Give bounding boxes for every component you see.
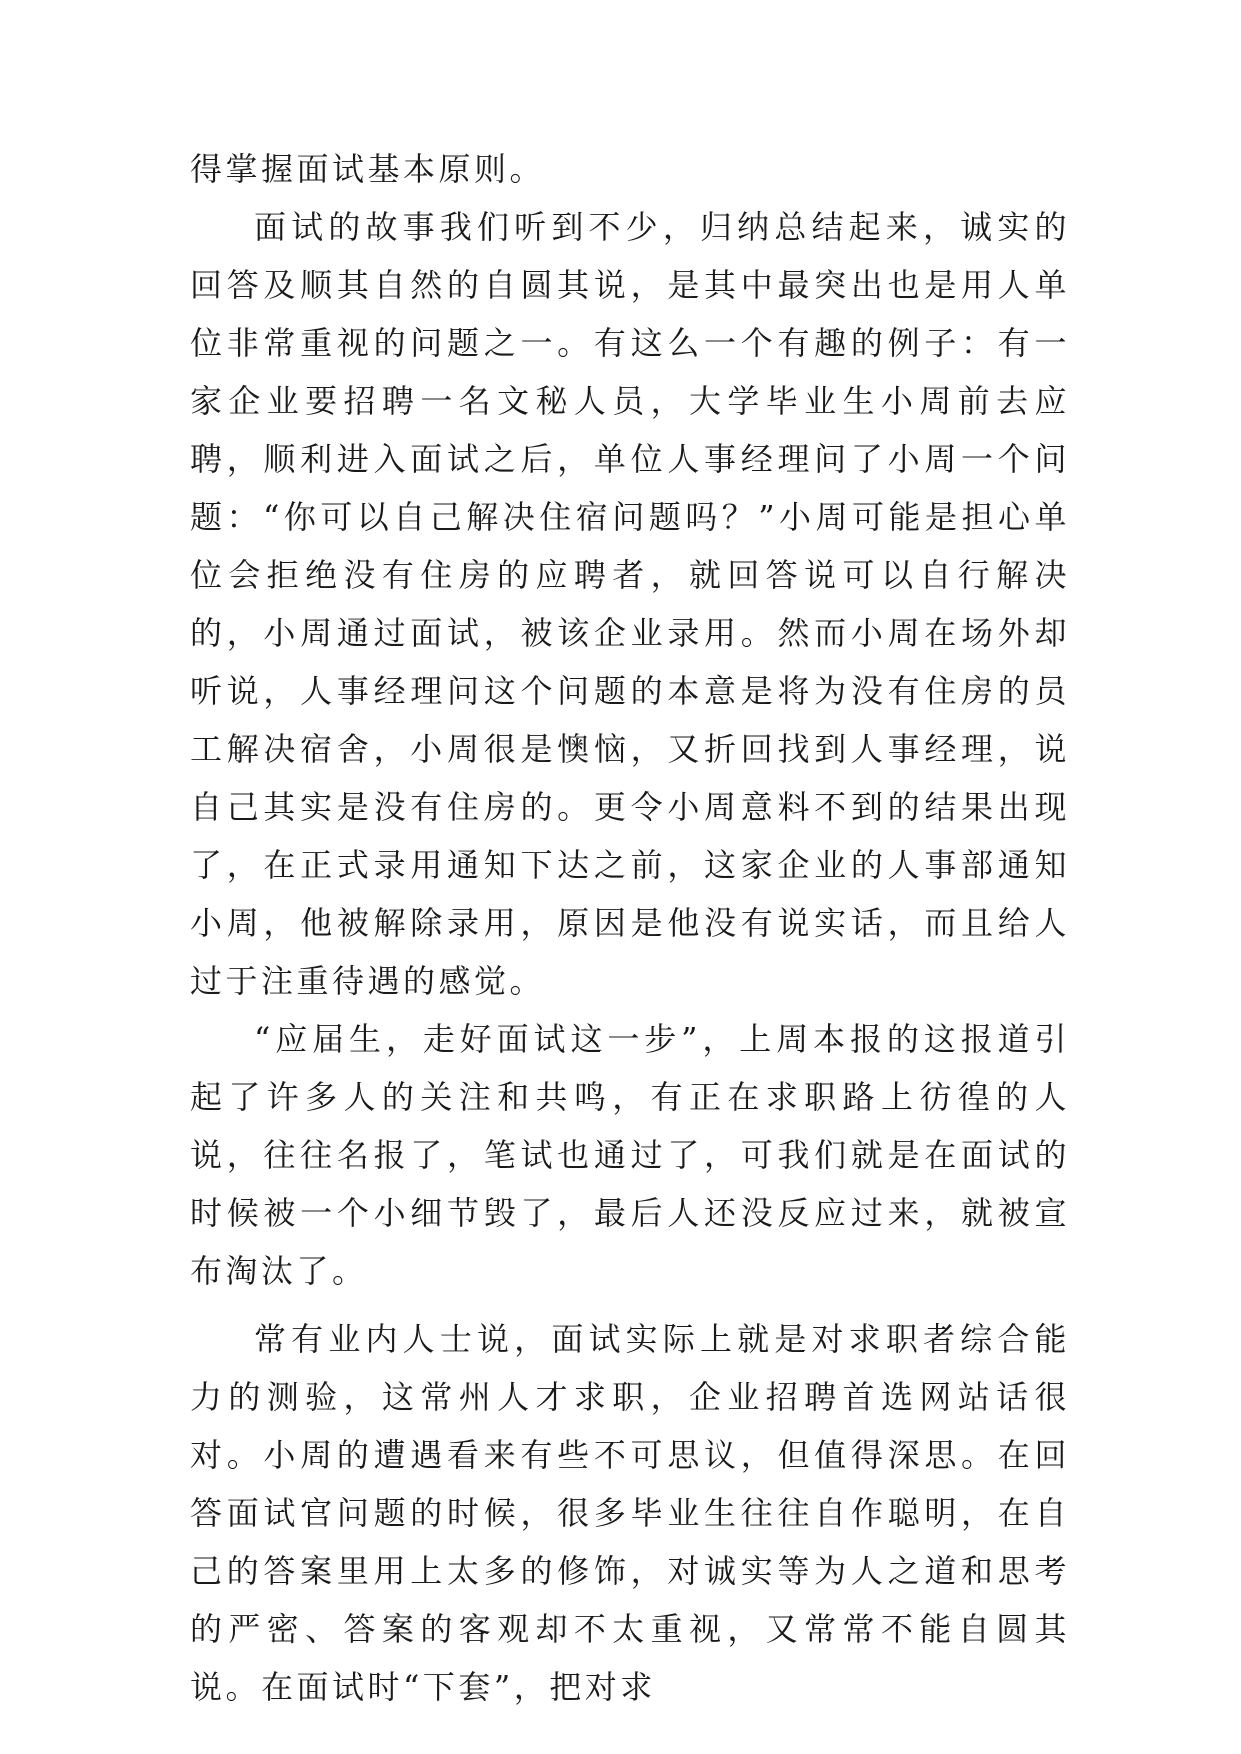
paragraph-gap [190, 1300, 1070, 1310]
body-text [190, 140, 1070, 1716]
paragraph-1: 得掌握面试基本原则。 [190, 150, 546, 188]
paragraph-3: “应届生，走好面试这一步”，上周本报的这报道引起了许多人的关注和共鸣，有正在求职路上彷徨的人说，往往名报了，笔试也通过了，可我们就是在面试的时候被一个小细节毁了，最后人还没反应过来，就被宣布淘汰了。 [190, 1020, 1070, 1290]
paragraph-2: 面试的故事我们听到不少，归纳总结起来，诚实的回答及顺其自然的自圆其说，是其中最突出也是用人单位非常重视的问题之一。有这么一个有趣的例子：有一家企业要招聘一名文秘人员，大学毕业生小周前去应聘，顺利进入面试之后，单位人事经理问了小周一个问题：“你可以自己解决住宿问题吗？”小周可能是担心单位会拒绝没有住房的应聘者，就回答说可以自行解决的，小周通过面试，被该企业录用。然而小周在场外却听说，人事经理问这个问题的本意是将为没有住房的员工解决宿舍，小周很是懊恼，又折回找到人事经理，说自己其实是没有住房的。更令小周意料不到的结果出现了，在正式录用通知下达之前，这家企业的人事部通知小周，他被解除录用，原因是他没有说实话，而且给人过于注重待遇的感觉。 [190, 208, 1070, 1000]
paragraph-4: 常有业内人士说，面试实际上就是对求职者综合能力的测验，这常州人才求职，企业招聘首选网站话很对。小周的遭遇看来有些不可思议，但值得深思。在回答面试官问题的时候，很多毕业生往往自作聪明，在自己的答案里用上太多的修饰，对诚实等为人之道和思考的严密、答案的客观却不太重视，又常常不能自圆其说。在面试时“下套”，把对求 [190, 1320, 1070, 1706]
